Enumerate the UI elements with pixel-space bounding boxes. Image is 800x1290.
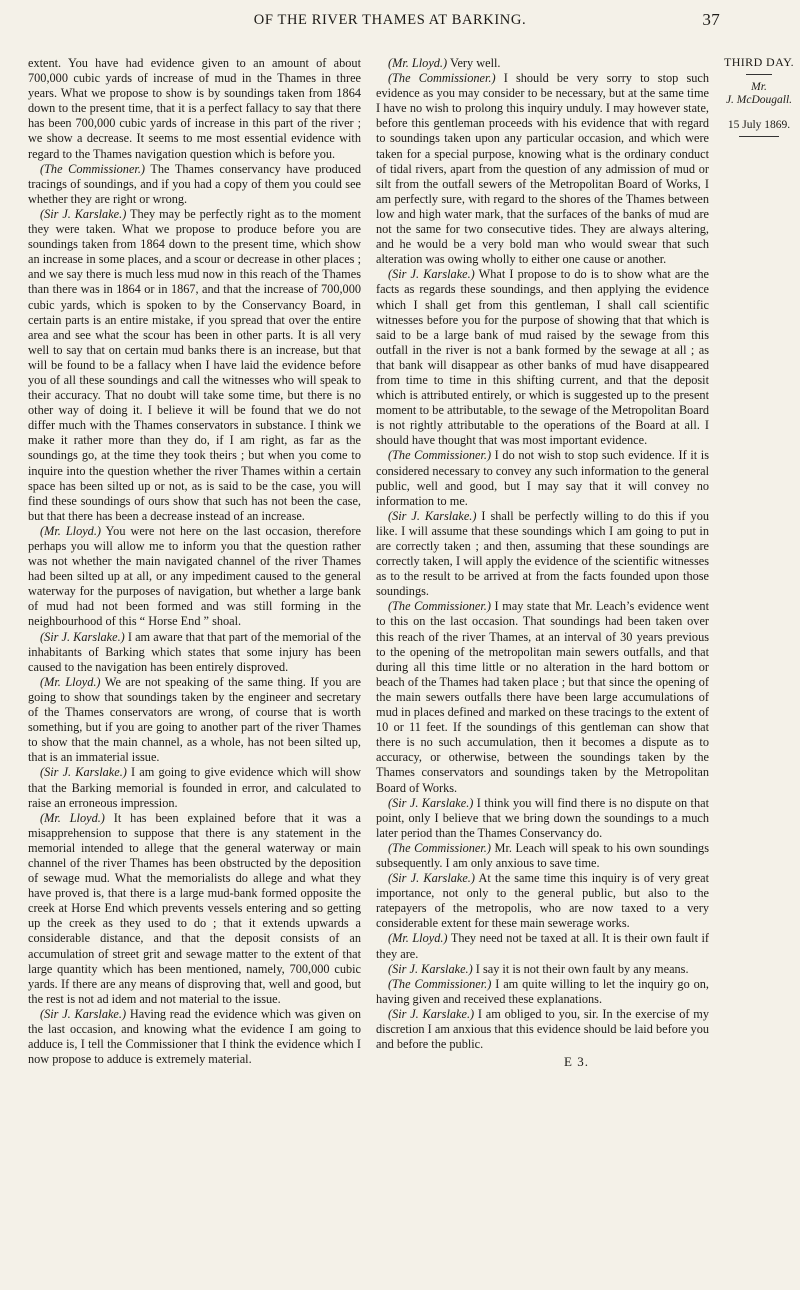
paragraph	[28, 56, 361, 162]
speaker-label: (Mr. Lloyd.)	[40, 523, 101, 538]
paragraph-text: I do not wish to stop such evidence. If it is considered necessary to convey any such information to the general public, well and good, but I may say that it will convey no information to me.	[376, 448, 709, 508]
page-header	[60, 12, 720, 42]
paragraph-text: I say it is not their own fault by any means.	[472, 961, 689, 976]
paragraph-text: I may state that Mr. Leach’s evidence went to this on the last occasion. That soundings had been taken over this reach of the river Thames, at an interval of 30 years previous to the opening of the metropolitan main sewers outfalls, and that during all this time little or no alteration in the hard bottom or beach of the Thames had taken place ; but that since the opening of the main sewers outfalls there have been large accumulations of mud in places defined and marked on these tracings to the extent of 10 or 11 feet. If the soundings of this gentleman can show that there is no such accumulation, then it becomes a dispute as to accuracy, or otherwise, between the soundings taken by the Thames conservators and soundings taken by the Metropolitan Board of Works.	[376, 599, 709, 795]
paragraph	[376, 841, 709, 871]
speaker-label: (The Commissioner.)	[388, 71, 496, 86]
speaker-label: (Sir J. Karslake.)	[40, 1006, 127, 1021]
speaker-label: (Mr. Lloyd.)	[388, 56, 448, 70]
paragraph	[376, 448, 709, 508]
speaker-label: (Sir J. Karslake.)	[388, 1006, 475, 1021]
margin-note	[722, 56, 796, 137]
paragraph	[28, 207, 361, 524]
paragraph-text: I am quite willing to let the inquiry go on, having given and received these explanations.	[376, 976, 709, 1006]
paragraph-text: It has been explained before that it was a misapprehension to suppose that there is any statement in the memorial intended to allege that the general waterway or main channel of the river Thames has been obstructed by the deposition of sewage mud. What the memorialists do allege and what they have proved is, that there is a large mud-bank formed opposite the creek at Horse End which prevents vessels entering and so getting up the creek as they used to do ; that it extends upwards a considerable distance, and that the deposit consists of an accumulation of street grit and sewage matter to the extent of that large quantity which has been mentioned, namely, 700,000 cubic yards. If there are any means of disproving that, well and good, but the rest is not ad idem and not material to the issue.	[28, 810, 362, 1006]
running-title: OF THE RIVER THAMES AT BARKING.	[253, 12, 527, 28]
speaker-label: (Sir J. Karslake.)	[388, 267, 475, 282]
speaker-label: (Sir J. Karslake.)	[40, 206, 127, 221]
paragraph-text: I think you will find there is no dispute on that point, only I believe that we bring down the soundings to a much later period than the Thames Conservancy do.	[376, 795, 709, 840]
speaker-label: (The Commissioner.)	[388, 840, 491, 855]
paragraph	[376, 599, 709, 795]
speaker-label: (Sir J. Karslake.)	[40, 629, 125, 644]
speaker-label: (The Commissioner.)	[388, 599, 491, 614]
speaker-label: (The Commissioner.)	[388, 976, 492, 991]
speaker-label: (Mr. Lloyd.)	[40, 674, 101, 689]
speaker-label: (Mr. Lloyd.)	[40, 810, 105, 825]
paragraph	[376, 871, 709, 931]
margin-date: 15 July 1869.	[727, 119, 791, 131]
paragraph	[376, 796, 709, 841]
signature-mark: E 3.	[564, 1054, 589, 1070]
paragraph-text: I am obliged to you, sir. In the exercise of my discretion I am anxious that this evidence should be laid before you and before the public.	[376, 1006, 709, 1052]
paragraph	[376, 931, 709, 961]
paragraph-text: Very well.	[447, 56, 501, 70]
paragraph	[28, 811, 361, 1007]
paragraph-text: They may be perfectly right as to the moment they were taken. What we propose to produce before you are soundings taken from 1864 down to the present time, which show an increase in some places, and a scour or decrease in other places ; and we say there is much less mud now in this reach of the Thames than there was in 1864 or in 1867, and that the increase of 700,000 cubic yards, which is spoken to by the Conservancy Board, in certain parts is an entire mistake, if you spread that over the entire area and see what the scour has been in other parts. It is all very well to say that on certain mud banks there is an increase, but that will be found to be a fallacy when I have laid the evidence before you of all these soundings and call the witnesses who will speak to their accuracy. That no doubt will take some time, but there is no other way of doing it. I believe it will be found that we do not differ much with the Thames conservators in substance. I think we make it rather more than they do, if I am right, as far as the soundings go, at the time they took theirs ; but when you come to inquire into the question whether the river Thames within a certain space has been silted up or not, as is said to be the case, you will find these soundings of ours show that such has not been the case, but that there has been a decrease instead of an increase.	[28, 206, 361, 523]
speaker-label: (Sir J. Karslake.)	[388, 508, 477, 523]
speaker-label: (The Commissioner.)	[388, 448, 492, 463]
paragraph	[28, 765, 361, 810]
paragraph-text: At the same time this inquiry is of very great importance, not only to the general public, but also to the ratepayers of the metropolis, who are now taxed to a very considerable extent for these main sewerage works.	[376, 871, 709, 931]
margin-witness-name: J. McDougall.	[725, 94, 793, 106]
paragraph-text: I should be very sorry to stop such evidence as you may consider to be necessary, but at the same time I have no wish to prolong this inquiry unduly. I may however state, before this gentleman proceeds with his evidence that with regard to soundings taken upon any particular occasion, and which were taken for a special purpose, knowing what is the ordinary conduct of tidal rivers, apart from the question of any admission of mud or silt from the outfall sewers of the Metropolitan Board of Works, I am perfectly sure, with regard to the shores of the Thames between low and high water mark, that the surfaces of the banks of mud are not the same for two consecutive tides. They are always altering, and he would be a very bold man who would swear that such alteration was owing wholly to either one cause or another.	[376, 71, 709, 267]
speaker-label: (Sir J. Karslake.)	[388, 871, 475, 886]
margin-date-rule	[739, 136, 779, 137]
page-number: 37	[702, 10, 720, 29]
paragraph-text: What I propose to do is to show what are the facts as regards these soundings, and then applying the evidence which I shall get from this gentleman, I shall call scientific witnesses before you for the purpose of showing that that which is said to be a large bank of mud raised by the sewage from this outfall in the river is not a bank formed by the sewage at all ; as that bank will disappear as other banks of mud have disappeared from time to time in this shifting current, and that the deposit which is attributed entirely, or which is suggested up to the present moment to be attributable, to the sewage of the Metropolitan Board is not rightly attributable to the operations of the Board at all. I should have thought that was most important evidence.	[376, 267, 709, 448]
paragraph	[376, 977, 709, 1007]
speaker-label: (Sir J. Karslake.)	[40, 765, 127, 780]
margin-witness-prefix: Mr.	[751, 81, 767, 93]
speaker-label: (Mr. Lloyd.)	[388, 931, 448, 946]
speaker-label: (The Commissioner.)	[40, 161, 145, 176]
paragraph	[376, 267, 709, 448]
paragraph	[376, 56, 709, 71]
paragraph-text: I shall be perfectly willing to do this if you like. I will assume that these soundings which I am going to put in are correctly taken ; and then, assuming that these soundings are correctly taken, I will apply the evidence of the scientific witnesses as to the result to be arrived at from the facts founded upon those soundings.	[376, 508, 709, 599]
margin-divider	[746, 74, 772, 75]
right-column	[376, 56, 709, 1069]
paragraph	[28, 524, 361, 630]
paragraph	[28, 675, 361, 766]
paragraph	[376, 962, 709, 977]
paragraph	[28, 630, 361, 675]
paragraph-text: extent. You have had evidence given to an amount of about 700,000 cubic yards of increase of mud in the Thames in three years. What we propose to show is by soundings taken from 1864 down to the present time, that it is a perfect fallacy to say that there has been 700,000 cubic yards of increase in this part of the river ; we show a decrease. It seems to me most essential evidence with regard to the Thames navigation question which is before you.	[28, 56, 361, 161]
paragraph-text: I am going to give evidence which will show that the Barking memorial is founded in error, and calculated to raise an erroneous impression.	[28, 765, 361, 810]
margin-day: THIRD DAY.	[723, 55, 794, 69]
paragraph	[376, 509, 709, 600]
left-column	[28, 56, 361, 1067]
paragraph	[28, 1007, 361, 1067]
paragraph	[376, 1007, 709, 1052]
paragraph-text: You were not here on the last occasion, therefore perhaps you will allow me to inform you that the question rather was not whether the main navigated channel of the river Thames had been silted up at all, or any impediment caused to the general waterway for the purposes of navigation, but whether a large bank of mud had not been formed and was still forming in the neighbourhood of this “ Horse End ” shoal.	[28, 523, 361, 629]
paragraph-text: I am aware that that part of the memorial of the inhabitants of Barking which states that some injury has been caused to the navigation has been entirely disproved.	[28, 629, 362, 674]
paragraph-text: Mr. Leach will speak to his own soundings subsequently. I am only anxious to save time.	[376, 840, 709, 870]
paragraph-text: They need not be taxed at all. It is their own fault if they are.	[376, 931, 709, 961]
paragraph-text: Having read the evidence which was given on the last occasion, and knowing what the evidence I am going to adduce is, I tell the Commissioner that I think the evidence which I now propose to adduce is extremely material.	[28, 1006, 362, 1067]
paragraph	[376, 71, 709, 267]
paragraph-text: We are not speaking of the same thing. If you are going to show that soundings taken by the engineer and secretary of the Thames conservators are wrong, of course that is worth something, but if you are going to another part of the river Thames to show that the main channel, as a whole, has not been silted up, that is an immaterial issue.	[28, 674, 361, 765]
speaker-label: (Sir J. Karslake.)	[388, 795, 474, 810]
speaker-label: (Sir J. Karslake.)	[388, 961, 473, 976]
paragraph-text: The Thames conservancy have produced tracings of soundings, and if you had a copy of them you could see whether they are right or wrong.	[28, 161, 361, 206]
paragraph	[28, 162, 361, 207]
